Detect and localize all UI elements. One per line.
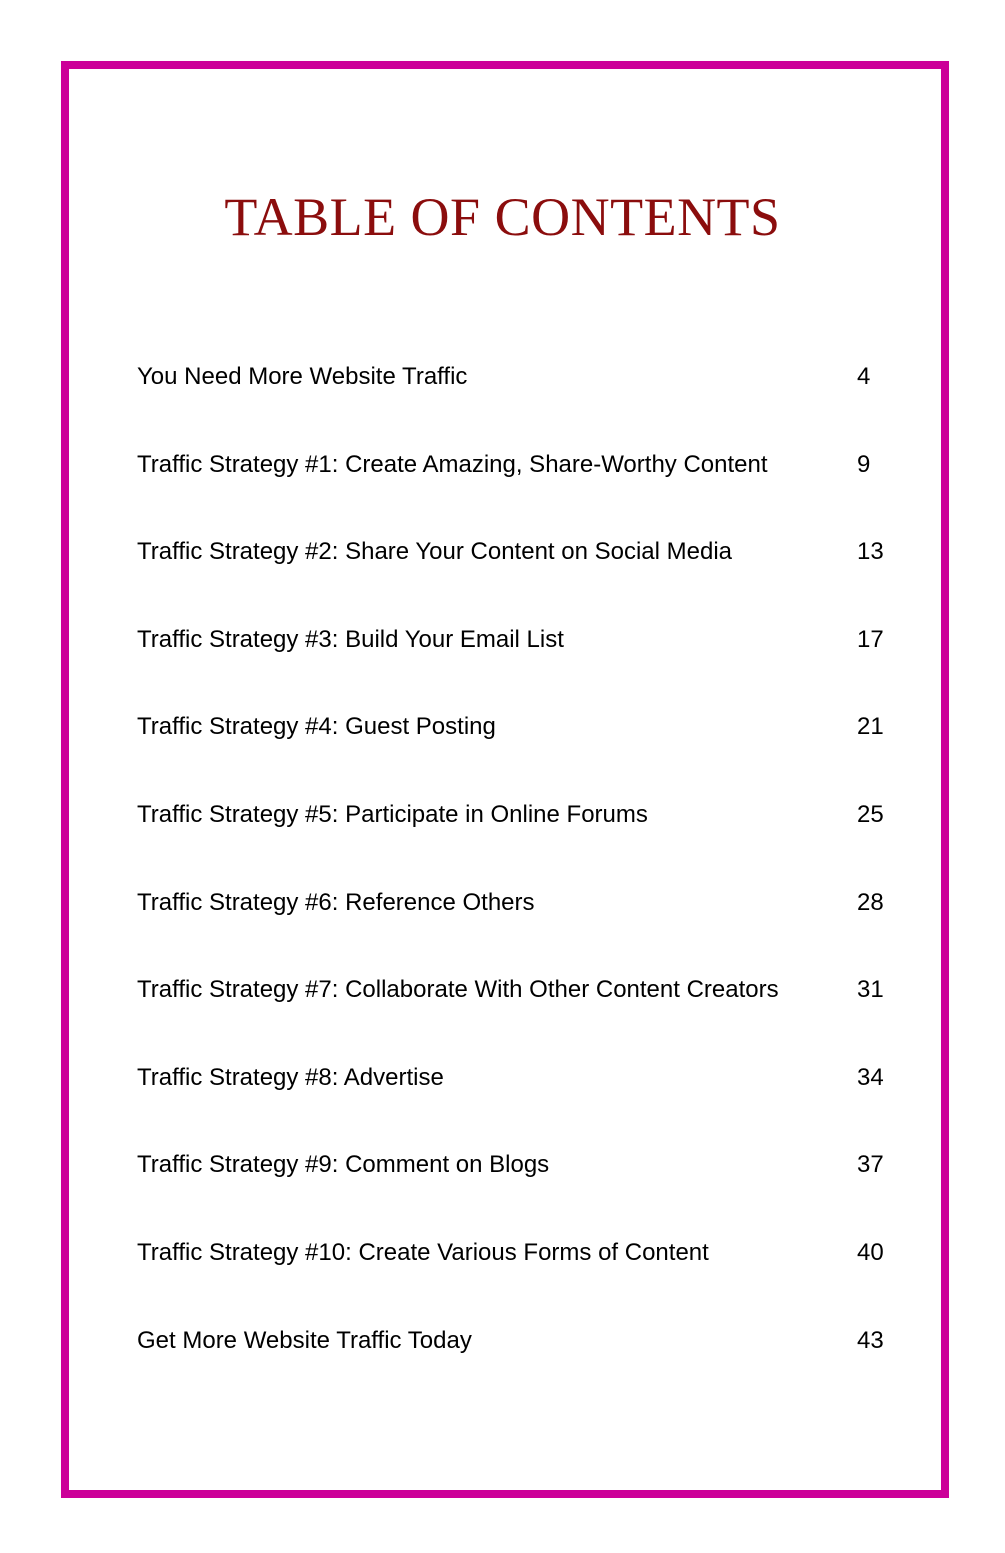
toc-entry-title: Traffic Strategy #8: Advertise [137,1063,444,1091]
toc-entry-title: Traffic Strategy #5: Participate in Online Forums [137,800,648,828]
toc-entry[interactable] [137,705,897,793]
toc-entry-title: Traffic Strategy #2: Share Your Content on Social Media [137,538,733,566]
toc-entry[interactable] [137,1319,897,1407]
toc-entry-page-number: 21 [857,713,884,741]
toc-entry-page-number: 43 [857,1326,884,1354]
toc-entry-title: Traffic Strategy #9: Comment on Blogs [137,1151,550,1179]
page-title: TABLE OF CONTENTS [224,187,781,247]
toc-entry[interactable] [137,530,897,618]
toc-entry-page-number: 13 [857,538,884,566]
toc-entry-page-number: 31 [857,976,884,1004]
toc-entry-title: Traffic Strategy #6: Reference Others [137,888,535,916]
toc-entry-page-number: 37 [857,1151,884,1179]
toc-entry-title: Traffic Strategy #10: Create Various Forms of Content [137,1238,709,1266]
toc-entry-title: Traffic Strategy #3: Build Your Email List [137,625,564,653]
toc-entry-title: Traffic Strategy #7: Collaborate With Other Content Creators [137,976,779,1004]
toc-entry-page-number: 4 [857,363,871,390]
toc-entry[interactable] [137,793,897,881]
toc-entry-title: Get More Website Traffic Today [137,1326,472,1354]
toc-entry-page-number: 17 [857,625,884,653]
toc-entry-page-number: 25 [857,800,884,828]
toc-entry[interactable] [137,1231,897,1319]
toc-list [137,355,897,1406]
toc-entry-title: You Need More Website Traffic [137,363,468,390]
toc-entry-page-number: 28 [857,888,884,916]
toc-entry[interactable] [137,1056,897,1144]
toc-entry-title: Traffic Strategy #1: Create Amazing, Share-Worthy Content [137,450,768,478]
toc-entry-page-number: 34 [857,1063,884,1091]
toc-entry[interactable] [137,355,897,443]
toc-entry[interactable] [137,881,897,969]
toc-entry-page-number: 40 [857,1238,884,1266]
toc-entry[interactable] [137,968,897,1056]
toc-entry-title: Traffic Strategy #4: Guest Posting [137,713,496,741]
toc-entry[interactable] [137,618,897,706]
toc-entry[interactable] [137,443,897,531]
toc-entry-page-number: 9 [857,450,871,478]
toc-entry[interactable] [137,1143,897,1231]
